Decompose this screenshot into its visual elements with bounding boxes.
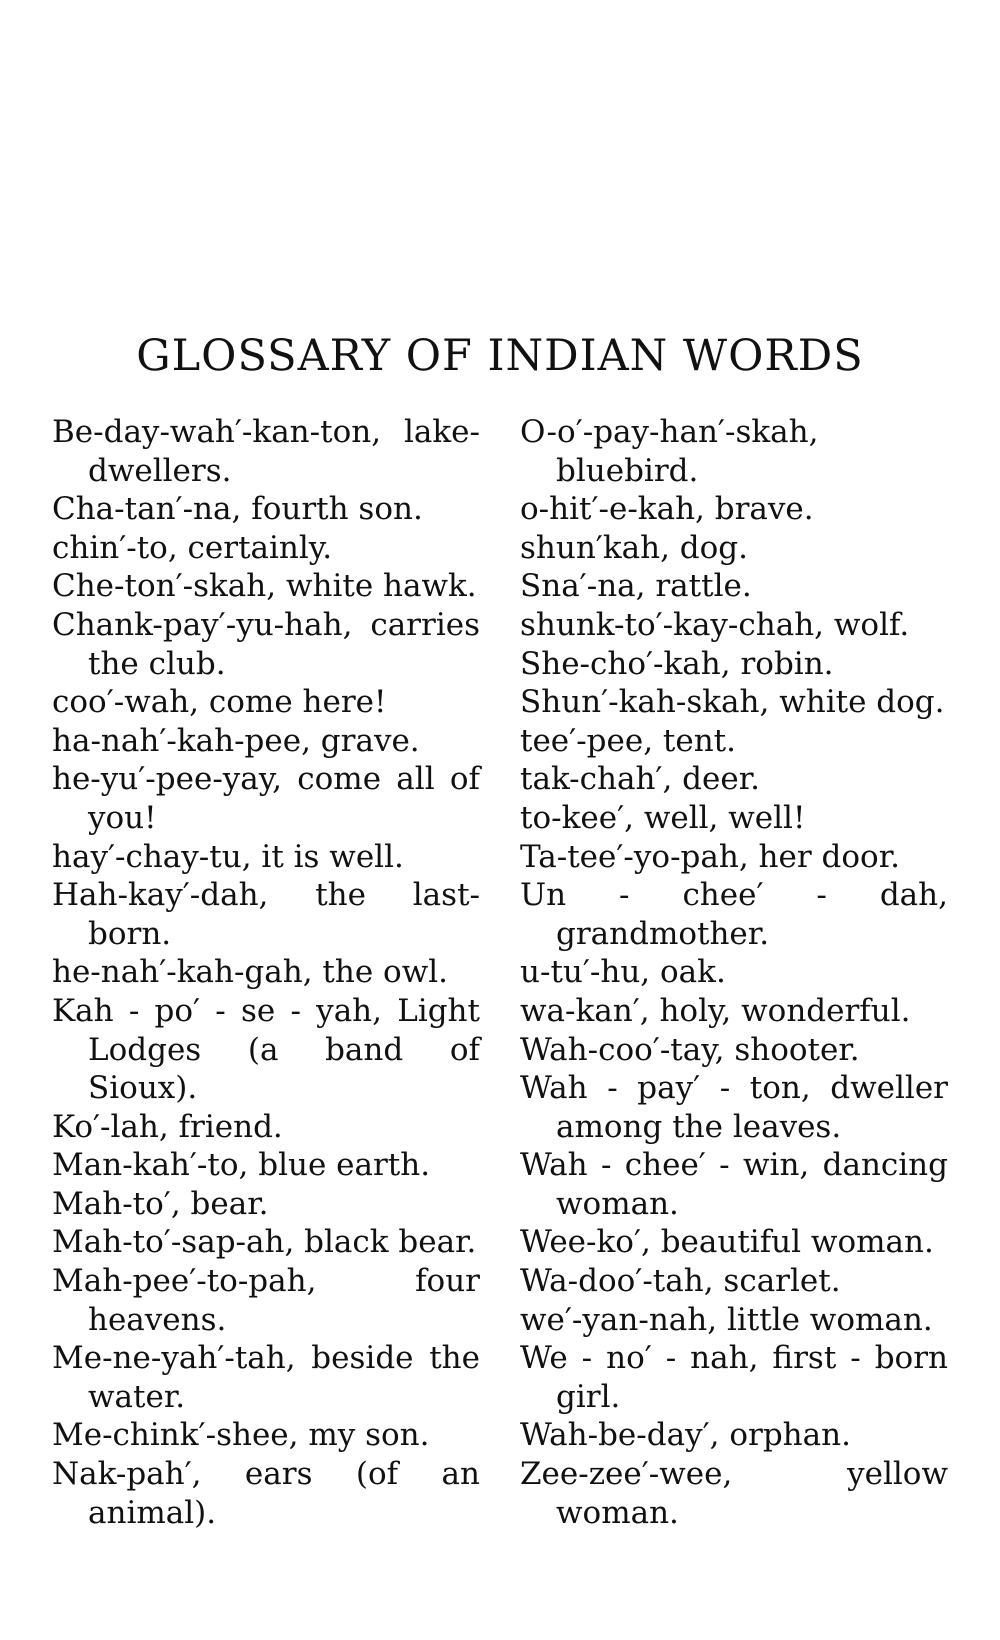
- glossary-entry: chin′-to, certainly.: [52, 529, 333, 566]
- glossary-entry: he-nah′-kah-gah, the owl.: [52, 954, 449, 991]
- glossary-entry: Kah - po′ - se - yah, Light Lodges (a band of Sioux).: [52, 992, 480, 1107]
- glossary-entry: Che-ton′-skah, white hawk.: [52, 568, 477, 605]
- glossary-column-left: [52, 413, 480, 1532]
- glossary-entry: O-o′-pay-han′-skah, bluebird.: [520, 414, 819, 489]
- glossary-entry: hay′-chay-tu, it is well.: [52, 838, 404, 875]
- glossary-entry: wa-kan′, holy, wonderful.: [520, 992, 911, 1029]
- glossary-entry: Zee-zee′-wee, yellow woman.: [520, 1456, 948, 1531]
- glossary-entry: he-yu′-pee-yay, come all of you!: [52, 761, 480, 836]
- glossary-entry: Un - chee′ - dah, grandmother.: [520, 877, 948, 952]
- glossary-entry: Ta-tee′-yo-pah, her door.: [520, 838, 900, 875]
- page-title: GLOSSARY OF INDIAN WORDS: [136, 331, 864, 381]
- glossary-entry: Mah-pee′-to-pah, four heavens.: [52, 1263, 480, 1338]
- glossary-entry: Mah-to′, bear.: [52, 1185, 269, 1222]
- glossary-entry: Hah-kay′-dah, the last-born.: [52, 877, 480, 952]
- glossary-entry: Me-ne-yah′-tah, beside the water.: [52, 1340, 480, 1415]
- glossary-entry: Man-kah′-to, blue earth.: [52, 1147, 431, 1184]
- glossary-entry: Wah - chee′ - win, dancing woman.: [520, 1147, 948, 1222]
- glossary-entry: u-tu′-hu, oak.: [520, 954, 726, 991]
- glossary-entry: Be-day-wah′-kan-ton, lake-dwellers.: [52, 414, 480, 489]
- glossary-entry: Wah - pay′ - ton, dweller among the leaves.: [520, 1070, 948, 1145]
- glossary-entry: ha-nah′-kah-pee, grave.: [52, 722, 420, 759]
- glossary-entry: Wa-doo′-tah, scarlet.: [520, 1263, 841, 1300]
- glossary-entry: We - no′ - nah, first - born girl.: [520, 1340, 948, 1415]
- glossary-entry: shun′kah, dog.: [520, 529, 748, 566]
- glossary-entry: Shun′-kah-skah, white dog.: [520, 684, 945, 721]
- glossary-entry: shunk-to′-kay-chah, wolf.: [520, 606, 910, 643]
- glossary-entry: we′-yan-nah, little woman.: [520, 1301, 933, 1338]
- glossary-entry: to-kee′, well, well!: [520, 799, 806, 836]
- glossary-entry: Nak-pah′, ears (of an animal).: [52, 1456, 480, 1531]
- glossary-entry: o-hit′-e-kah, brave.: [520, 491, 814, 528]
- glossary-entry: tee′-pee, tent.: [520, 722, 736, 759]
- glossary-entry: Wah-be-day′, orphan.: [520, 1417, 851, 1454]
- glossary-entry: Me-chink′-shee, my son.: [52, 1417, 430, 1454]
- glossary-entry: coo′-wah, come here!: [52, 684, 387, 721]
- glossary-entry: Wee-ko′, beautiful woman.: [520, 1224, 934, 1261]
- glossary-column-right: [520, 413, 948, 1532]
- glossary-entry: Chank-pay′-yu-hah, carries the club.: [52, 606, 480, 682]
- glossary-entry: Cha-tan′-na, fourth son.: [52, 491, 423, 528]
- glossary-entry: Mah-to′-sap-ah, black bear.: [52, 1224, 477, 1261]
- glossary-entry: Sna′-na, rattle.: [520, 568, 752, 605]
- glossary-entry: Wah-coo′-tay, shooter.: [520, 1031, 860, 1068]
- glossary-entry: She-cho′-kah, robin.: [520, 645, 834, 682]
- glossary-entry: Ko′-lah, friend.: [52, 1108, 283, 1145]
- glossary-entry: tak-chah′, deer.: [520, 761, 760, 798]
